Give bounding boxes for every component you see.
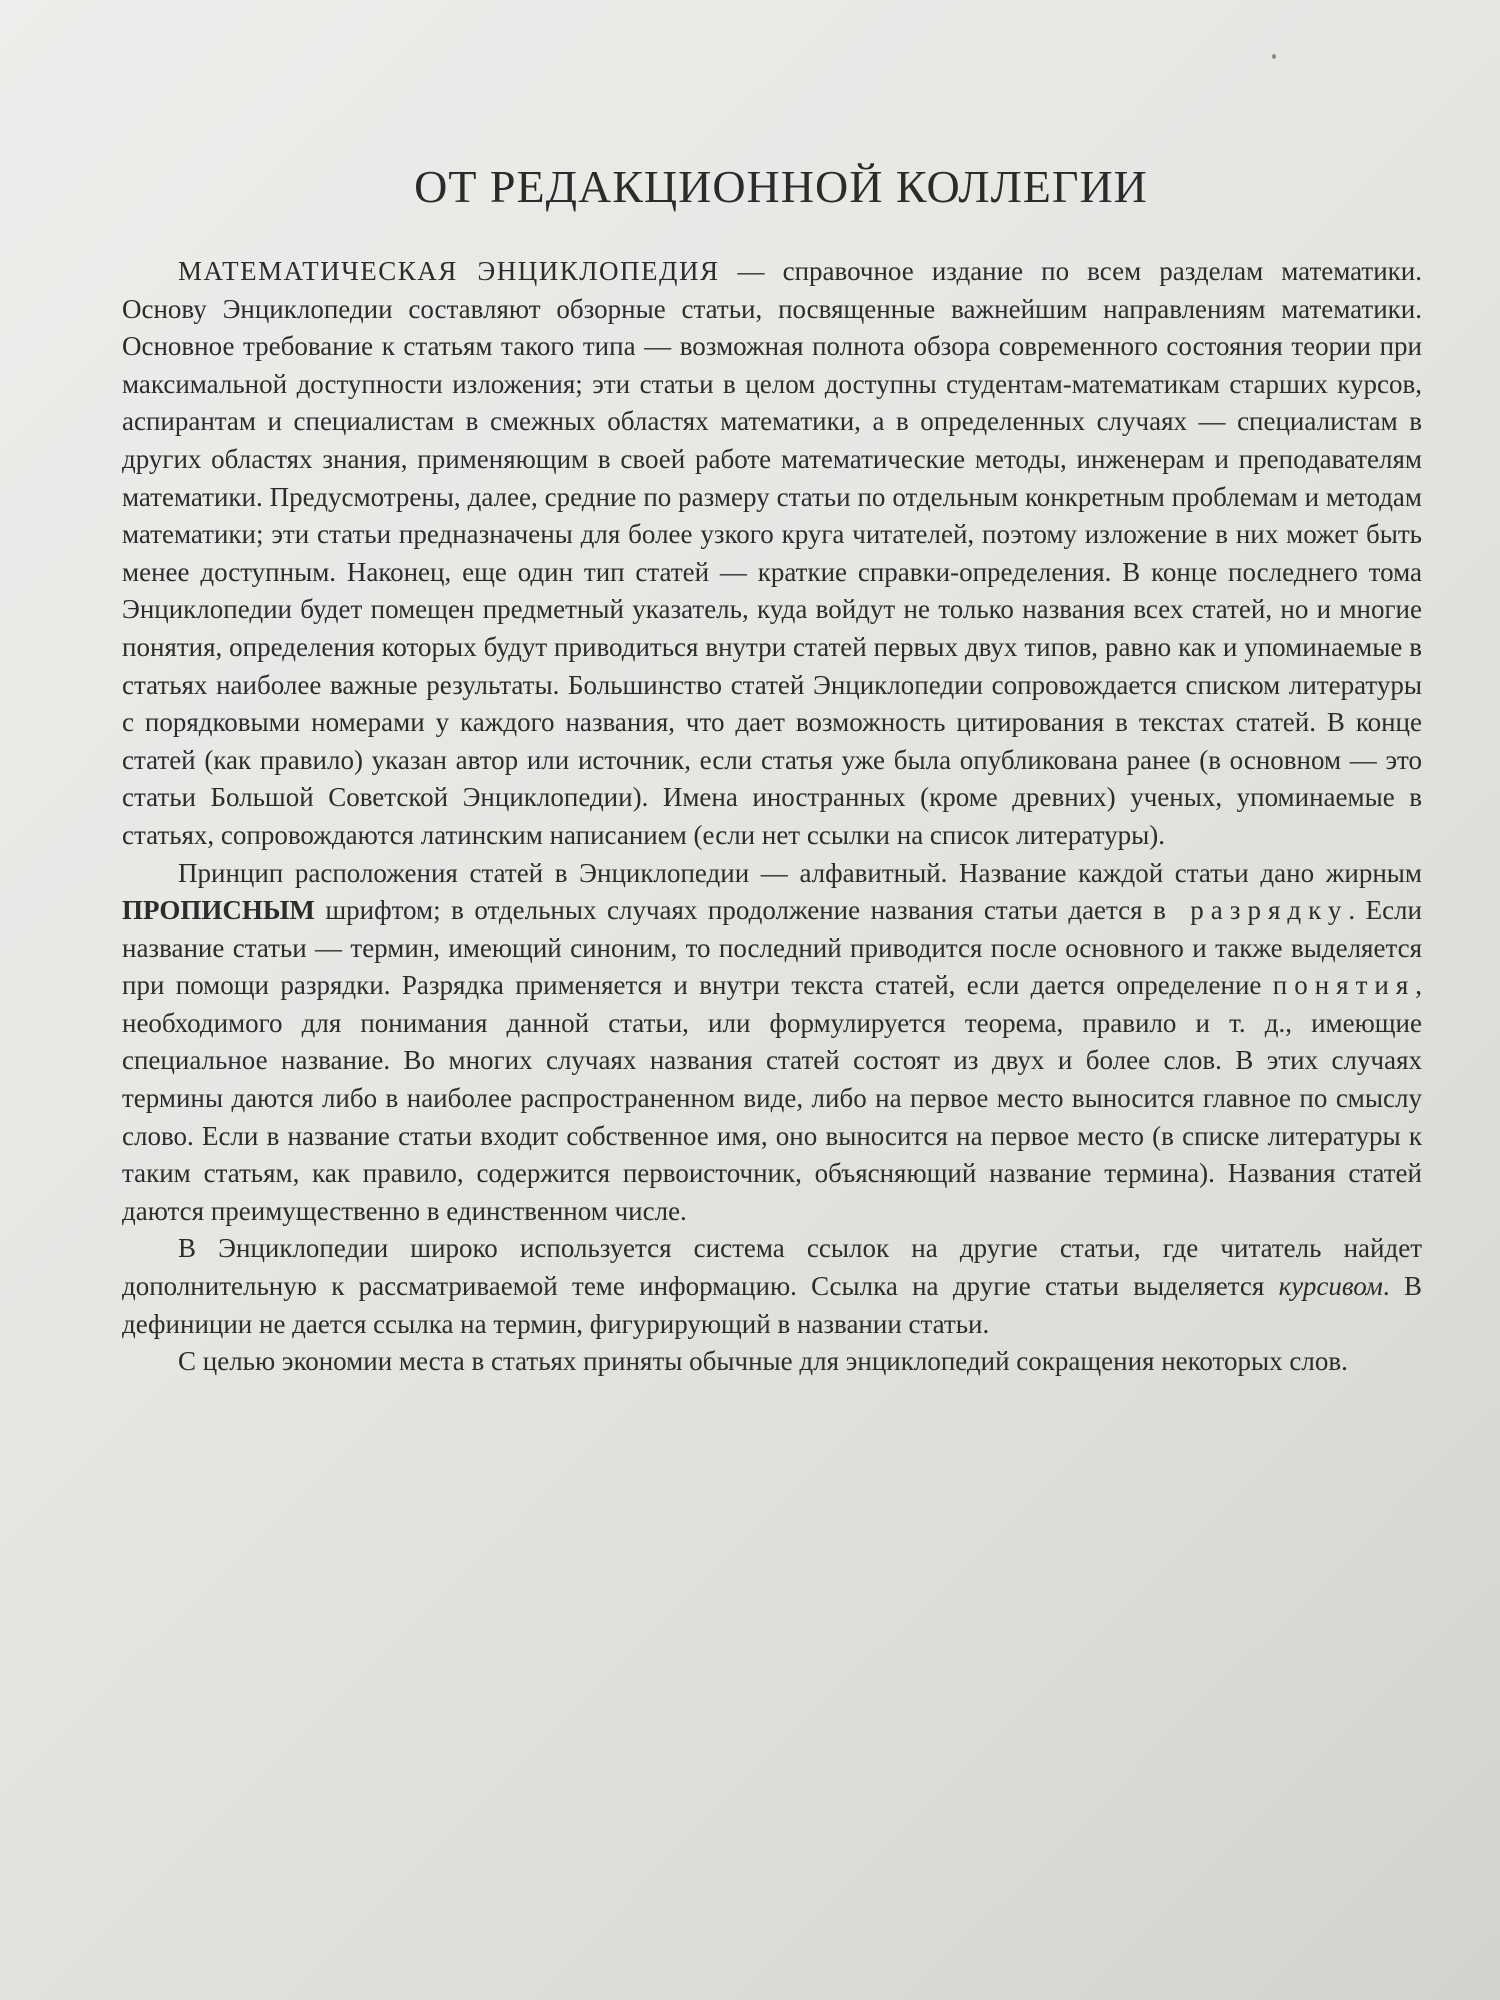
paragraph-2	[122, 855, 1422, 1231]
paragraph-2-text-c: . Если название статьи — термин, имеющий синоним, то последний приводится после основного и также выделяется при помощи разрядки. Разрядка применяется и внутри текста статей, если дается определение	[122, 895, 1422, 1001]
paragraph-4	[122, 1343, 1422, 1381]
spaced-example-2: понятия	[1272, 970, 1416, 1001]
paragraph-3-text-b: . В дефиниции не дается ссылка на термин, фигурирующий в названии статьи.	[122, 1271, 1422, 1339]
encyclopedia-name: МАТЕМАТИЧЕСКАЯ ЭНЦИКЛОПЕДИЯ	[178, 256, 720, 286]
paragraph-2-text-b: шрифтом; в отдельных случаях продолжение названия статьи дается	[314, 895, 1154, 926]
page-title: ОТ РЕДАКЦИОННОЙ КОЛЛЕГИИ	[414, 161, 1148, 212]
paragraph-1	[122, 253, 1422, 855]
paragraph-3	[122, 1230, 1422, 1343]
page-speck	[1272, 54, 1276, 59]
bold-caps-example: ПРОПИСНЫМ	[122, 895, 315, 926]
body-text	[122, 253, 1422, 1381]
paragraph-3-text-a: В Энциклопедии широко используется система ссылок на другие статьи, где читатель найдет дополнительную к рассматриваемой теме информацию. Ссылка на другие статьи выделяется	[122, 1233, 1422, 1302]
spaced-example-1: в разрядку	[1153, 895, 1349, 926]
paragraph-1-text: — справочное издание по всем разделам математики. Основу Энциклопедии составляют обзорные статьи, посвященные важнейшим направлениям математики. Основное требование к статьям такого типа — возможная полнота обзора современного состояния теории при максимальной доступности изложения; эти статьи в целом доступны студентам-математикам старших курсов, аспирантам и специалистам в смежных областях математики, а в определенных случаях — специалистам в других областях знания, применяющим в своей работе математические методы, инженерам и преподавателям математики. Предусмотрены, далее, средние по размеру статьи по отдельным конкретным проблемам и методам математики; эти статьи предназначены для более узкого круга читателей, поэтому изложение в них может быть менее доступным. Наконец, еще один тип статей — краткие справки-определения. В конце последнего тома Энциклопедии будет помещен предметный указатель, куда войдут не только названия всех статей, но и многие понятия, определения которых будут приводиться внутри статей первых двух типов, равно как и упоминаемые в статьях наиболее важные результаты. Большинство статей Энциклопедии сопровождается списком литературы с порядковыми номерами у каждого названия, что дает возможность цитирования в текстах статей. В конце статей (как правило) указан автор или источник, если статья уже была опубликована ранее (в основном — это статьи Большой Советской Энциклопедии). Имена иностранных (кроме древних) ученых, упоминаемые в статьях, сопровождаются латинским написанием (если нет ссылки на список литературы).	[122, 256, 1422, 850]
paragraph-2-text-d: , необходимого для понимания данной статьи, или формулируется теорема, правило и т. д., имеющие специальное название. Во многих случаях названия статей состоят из двух и более слов. В этих случаях термины даются либо в наиболее распространенном виде, либо на первое место выносится главное по смыслу слово. Если в название статьи входит собственное имя, оно выносится на первое место (в списке литературы к таким статьям, как правило, содержится первоисточник, объясняющий название термина). Названия статей даются преимущественно в единственном числе.	[122, 970, 1422, 1226]
paragraph-4-text: С целью экономии места в статьях приняты обычные для энциклопедий сокращения некоторых слов.	[178, 1346, 1348, 1377]
paragraph-2-text-a: Принцип расположения статей в Энциклопедии — алфавитный. Название каждой статьи дано жирным	[178, 857, 1422, 888]
italic-example: курсивом	[1278, 1271, 1383, 1302]
